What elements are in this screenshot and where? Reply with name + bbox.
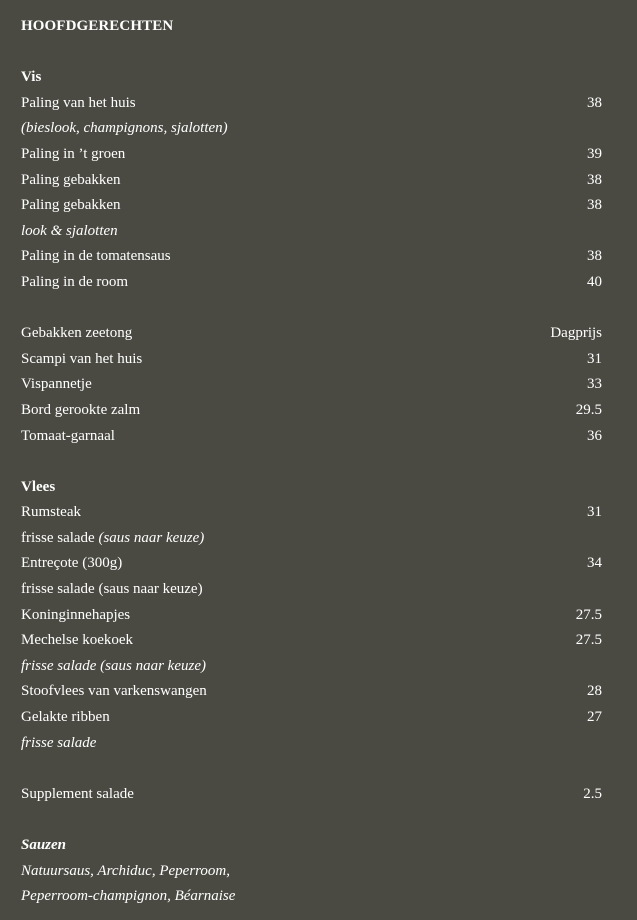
item-name: Scampi van het huis	[21, 350, 143, 367]
item-name: Paling gebakken	[21, 197, 121, 214]
item-name: Gebakken zeetong	[21, 325, 133, 342]
item-price: 27.5	[575, 606, 602, 623]
menu-item	[21, 705, 602, 731]
menu-item	[21, 424, 602, 450]
item-name: Vispannetje	[21, 376, 92, 393]
item-note: frisse salade	[21, 734, 97, 751]
item-name: Paling van het huis	[21, 94, 136, 111]
menu-item	[21, 398, 602, 424]
item-price: 27.5	[575, 632, 602, 649]
item-price: 2.5	[583, 785, 602, 802]
item-note: frisse salade (saus naar keuze)	[21, 581, 203, 598]
menu-item	[21, 551, 602, 577]
item-name: Paling in de tomatensaus	[21, 248, 171, 265]
item-price: 33	[587, 376, 602, 393]
item-name: Entreçote (300g)	[21, 555, 123, 572]
item-name: Gelakte ribben	[21, 709, 110, 726]
item-name: Rumsteak	[21, 504, 81, 521]
menu-item	[21, 347, 602, 373]
item-note	[21, 526, 602, 552]
item-name: Bord gerookte zalm	[21, 401, 141, 418]
item-price: 38	[587, 94, 602, 111]
item-name: Koninginnehapjes	[21, 606, 131, 623]
sauzen-list-line: Peperroom-champignon, Béarnaise	[21, 888, 236, 905]
menu-item	[21, 142, 602, 168]
menu-item	[21, 679, 602, 705]
item-price: 38	[587, 171, 602, 188]
menu	[21, 14, 602, 910]
item-name: Stoofvlees van varkenswangen	[21, 683, 207, 700]
item-price: 36	[587, 427, 602, 444]
item-name: Mechelse koekoek	[21, 632, 134, 649]
item-price: 31	[587, 504, 602, 521]
menu-item	[21, 782, 602, 808]
sauzen-list-line: Natuursaus, Archiduc, Peperroom,	[21, 862, 231, 879]
item-price: Dagprijs	[550, 325, 602, 342]
item-price: 34	[587, 555, 602, 572]
item-name: Tomaat-garnaal	[21, 427, 115, 444]
menu-item	[21, 321, 602, 347]
section-heading-vis: Vis	[21, 69, 42, 86]
spacer	[21, 449, 602, 475]
menu-item	[21, 500, 602, 526]
menu-item	[21, 193, 602, 219]
spacer	[21, 296, 602, 322]
item-note: (bieslook, champignons, sjalotten)	[21, 120, 228, 137]
menu-item	[21, 244, 602, 270]
item-name: Paling gebakken	[21, 171, 121, 188]
menu-item	[21, 372, 602, 398]
item-price: 31	[587, 350, 602, 367]
spacer	[21, 807, 602, 833]
item-name: Paling in ’t groen	[21, 145, 126, 162]
item-name: Paling in de room	[21, 273, 129, 290]
menu-item	[21, 270, 602, 296]
menu-item	[21, 628, 602, 654]
item-price: 38	[587, 197, 602, 214]
item-note: frisse salade (saus naar keuze)	[21, 657, 206, 674]
section-heading-sauzen: Sauzen	[21, 837, 67, 853]
item-name: Supplement salade	[21, 785, 134, 802]
page-title: HOOFDGERECHTEN	[21, 18, 174, 34]
menu-item	[21, 168, 602, 194]
item-price: 38	[587, 248, 602, 265]
item-note: look & sjalotten	[21, 222, 118, 239]
menu-item	[21, 91, 602, 117]
item-price: 27	[587, 709, 602, 726]
section-heading-vlees: Vlees	[21, 478, 56, 495]
menu-item	[21, 603, 602, 629]
item-price: 40	[587, 273, 602, 290]
item-note-italic: (saus naar keuze)	[98, 529, 205, 546]
item-price: 29.5	[575, 401, 602, 418]
item-note-plain: frisse salade	[21, 529, 99, 546]
spacer	[21, 756, 602, 782]
spacer	[21, 40, 602, 66]
item-price: 39	[587, 145, 602, 162]
item-price: 28	[587, 683, 602, 700]
